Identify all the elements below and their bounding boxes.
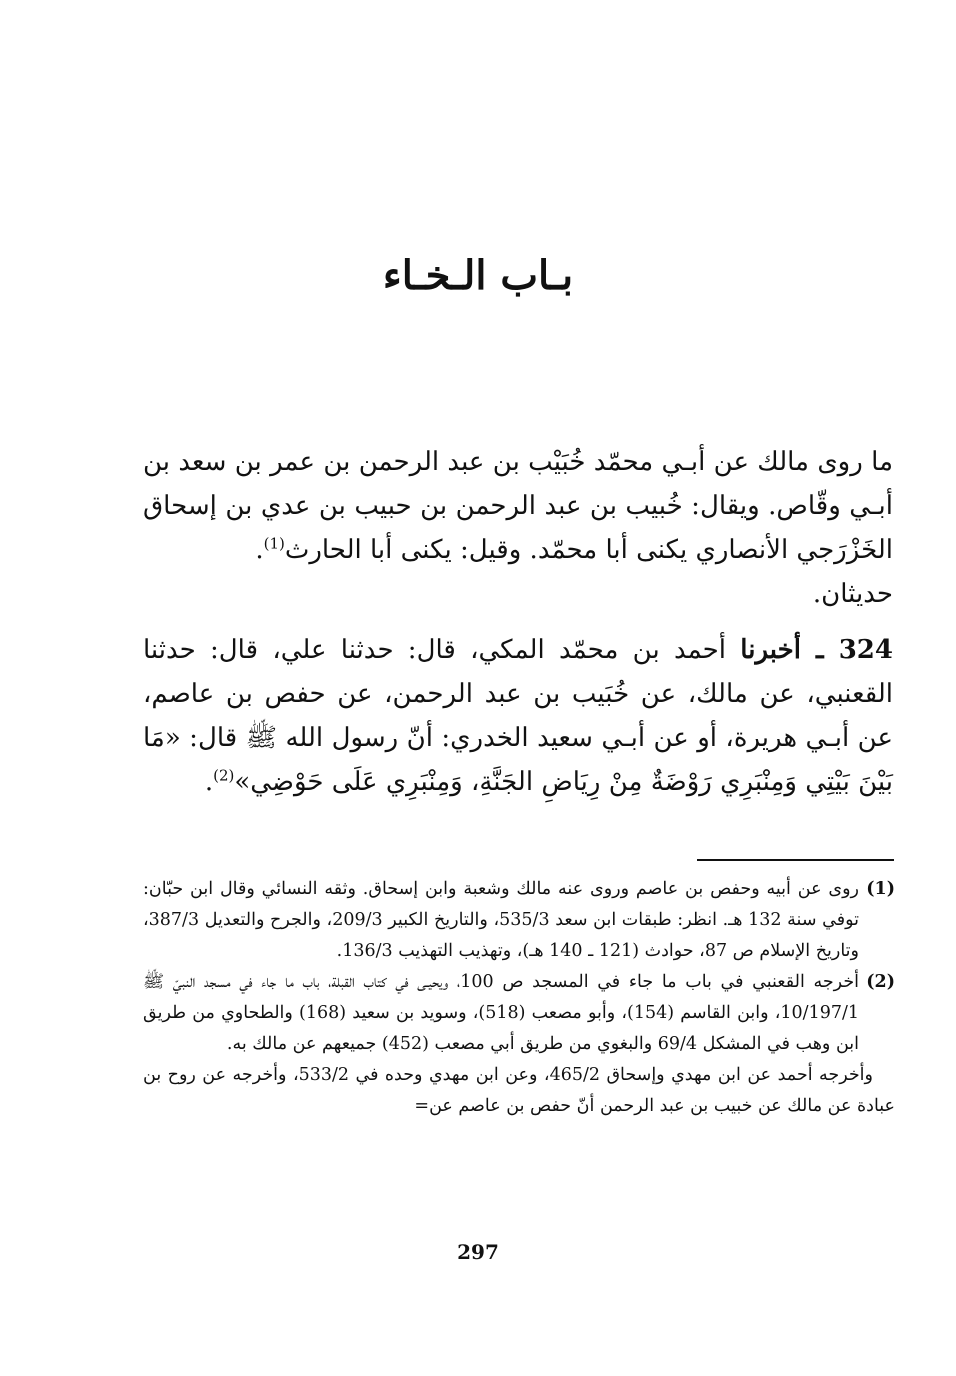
hadith-tail: . bbox=[204, 767, 214, 797]
intro-paragraph bbox=[143, 440, 893, 616]
footnote-continuation: وأخرجه أحمد عن ابن مهدي وإسحاق 465/2، وعن ابن مهدي وحده في 533/2، وأخرجه عن روح بن عبادة عن مالك عن خبيب بن عبد الرحمن أنّ حفص بن عاصم عن= bbox=[143, 1065, 895, 1116]
chapter-title: بـاب الـخـاء bbox=[382, 252, 574, 299]
footnote-1 bbox=[143, 874, 895, 967]
page-number: 297 bbox=[457, 1240, 499, 1264]
footnote-marker: (1) bbox=[866, 879, 895, 899]
footnotes bbox=[143, 874, 895, 1122]
footnote-ref-1[interactable]: (1) bbox=[263, 534, 285, 553]
main-text bbox=[143, 440, 893, 804]
intro-text: ما روى مالك عن أبـي محمّد خُبَيْب بن عبد الرحمن بن عمر بن سعد بن أبـي وقّاص. ويقال: خُبيب بن عبد الرحمن بن حبيب بن عدي بن إسحاق الخَزْرَجي الأنصاري يكنى أبا محمّد. وقيل: يكنى أبا الحارث bbox=[143, 447, 893, 565]
footnote-ref-2[interactable]: (2) bbox=[213, 766, 235, 785]
intro-tail: . bbox=[255, 535, 264, 565]
footnote-text: روى عن أبيه وحفص بن عاصم وروى عنه مالك وشعبة وابن إسحاق. وثقه النسائي وقال ابن حبّان: توفي سنة 132 هـ. انظر: طبقات ابن سعد 535/3، والتاريخ الكبير 209/3، والجرح والتعديل 387/3، وتاريخ الإسلام ص 87، حوادث (121 ـ 140 هـ)، وتهذيب التهذيب 136/3. bbox=[143, 879, 859, 961]
footnote-text: أخرجه القعنبي في باب ما جاء في المسجد ص 100، ويحيـى في كتاب القبلة، باب ما جاء في مسجد النبيّ ﷺ 10/197/1، وابن القاسم (154)، وأبو مصعب (518)، وسويد بن سعيد (168) والطحاوي من طريق ابن وهب في المشكل 69/4 والبغوي من طريق أبي مصعب (452) جميعهم عن مالك به. bbox=[143, 972, 860, 1054]
footnote-marker: (2) bbox=[866, 972, 895, 992]
intro-last-line: حديثان. bbox=[812, 579, 893, 609]
footnote-2 bbox=[143, 967, 895, 1060]
hadith-number: 324 ـ أخبرنا bbox=[740, 635, 893, 665]
hadith-paragraph bbox=[143, 628, 893, 804]
hadith-text: أحمد بن محمّد المكي، قال: حدثنا علي، قال: حدثنا القعنبي، عن مالك، عن خُبَيب بن عبد الرحمن، عن حفص بن عاصم، عن أبـي هريرة، أو عن أبـي سعيد الخدري: أنّ رسول الله ﷺ قال: «مَا بَيْنَ بَيْتِي وَمِنْبَرِي رَوْضَةٌ مِنْ رِيَاضِ الجَنَّةِ، وَمِنْبَرِي عَلَى حَوْضِي» bbox=[143, 635, 893, 797]
footnote-separator bbox=[697, 859, 894, 861]
